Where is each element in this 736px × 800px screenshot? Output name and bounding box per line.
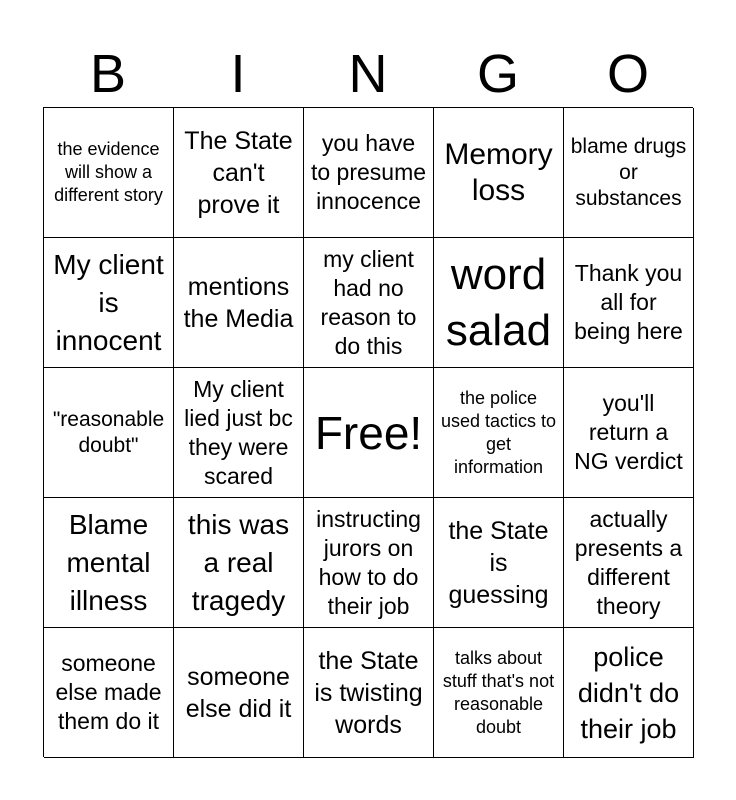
bingo-cell[interactable]: actually presents a different theory [564,498,694,628]
header-letter-b: B [89,44,127,104]
header-letter-i: I [230,44,246,104]
bingo-cell[interactable]: my client had no reason to do this [304,238,434,368]
bingo-cell[interactable]: My client is innocent [44,238,174,368]
free-space-cell[interactable]: Free! [304,368,434,498]
bingo-cell[interactable]: My client lied just bc they were scared [174,368,304,498]
bingo-cell[interactable]: "reasonable doubt" [44,368,174,498]
bingo-cell[interactable]: Memory loss [434,108,564,238]
bingo-header [43,40,693,108]
header-letter-g: G [476,44,519,104]
bingo-cell[interactable]: police didn't do their job [564,628,694,758]
header-letter-o: O [606,44,649,104]
bingo-cell[interactable]: someone else did it [174,628,304,758]
bingo-cell[interactable]: Blame mental illness [44,498,174,628]
bingo-cell[interactable]: someone else made them do it [44,628,174,758]
bingo-cell[interactable]: talks about stuff that's not reasonable doubt [434,628,564,758]
bingo-cell[interactable]: instructing jurors on how to do their job [304,498,434,628]
bingo-cell[interactable]: mentions the Media [174,238,304,368]
bingo-cell[interactable]: you'll return a NG verdict [564,368,694,498]
bingo-cell[interactable]: The State can't prove it [174,108,304,238]
bingo-cell[interactable]: this was a real tragedy [174,498,304,628]
bingo-cell[interactable]: the State is guessing [434,498,564,628]
bingo-cell[interactable]: the State is twisting words [304,628,434,758]
bingo-cell[interactable]: the police used tactics to get information [434,368,564,498]
bingo-cell[interactable]: Thank you all for being here [564,238,694,368]
header-letter-n: N [348,44,388,104]
bingo-cell[interactable]: word salad [434,238,564,368]
bingo-cell[interactable]: blame drugs or substances [564,108,694,238]
bingo-grid [43,107,693,757]
bingo-cell[interactable]: the evidence will show a different story [44,108,174,238]
bingo-cell[interactable]: you have to presume innocence [304,108,434,238]
